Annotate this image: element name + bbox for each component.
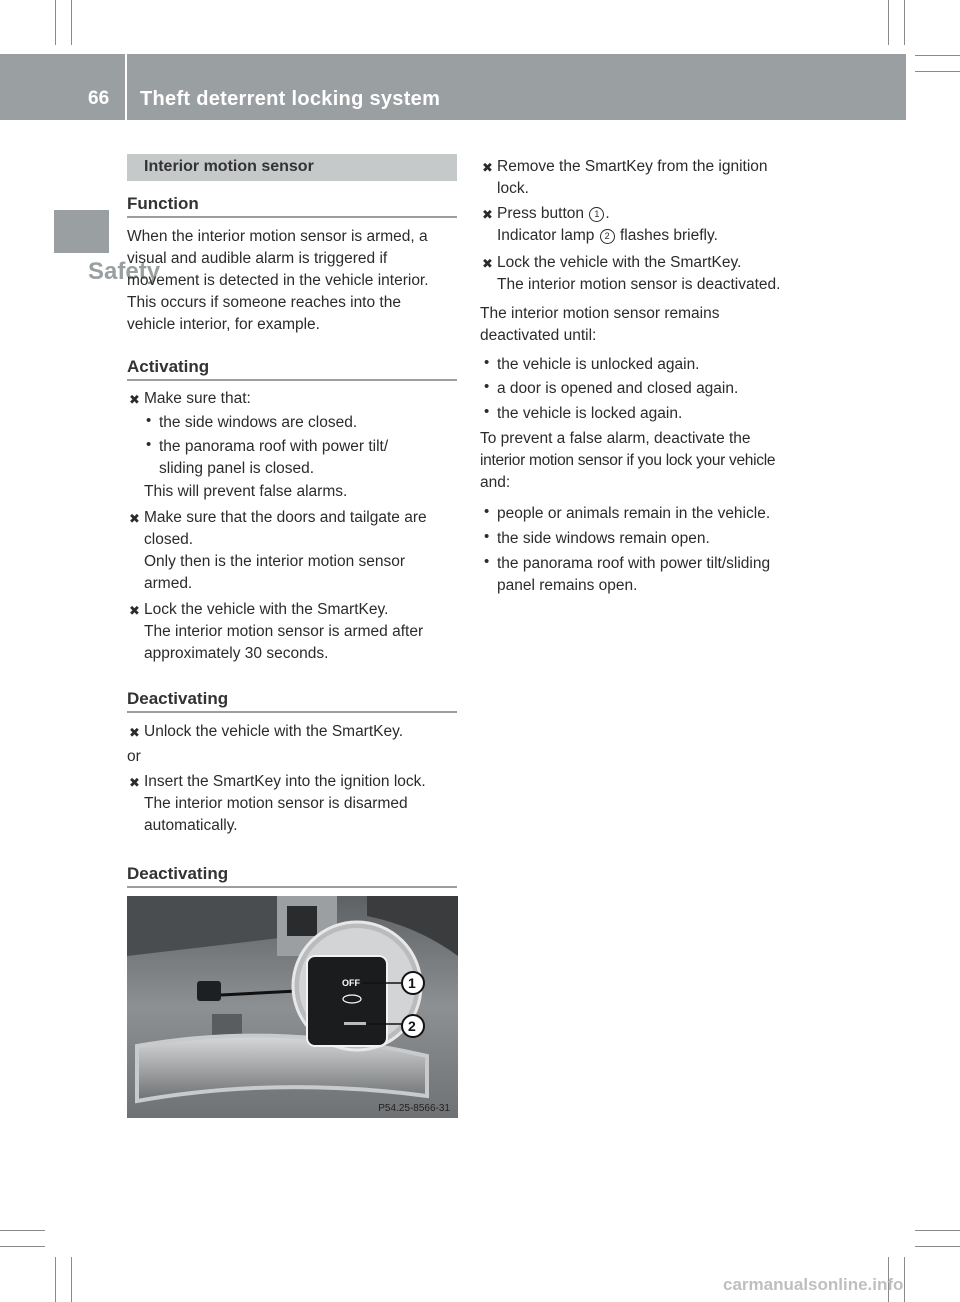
bullet-icon: • (484, 528, 490, 545)
body-line: movement is detected in the vehicle interior. (127, 272, 429, 289)
body-line: vehicle interior, for example. (127, 316, 320, 333)
step-text: closed. (144, 531, 194, 548)
bullet-icon: • (484, 378, 490, 395)
body-line: visual and audible alarm is triggered if (127, 250, 388, 267)
bullet-icon: • (146, 412, 152, 429)
step-arrow-icon: ✖ (129, 511, 140, 526)
footer-watermark: carmanualsonline.info (723, 1275, 904, 1294)
crop-mark (915, 55, 960, 56)
heading-deactivating-2: Deactivating (127, 864, 229, 883)
header-separator (125, 54, 127, 120)
step-arrow-icon: ✖ (482, 207, 493, 222)
step-text: Remove the SmartKey from the ignition (497, 158, 768, 175)
step-arrow-icon: ✖ (129, 603, 140, 618)
step-text: armed. (144, 575, 193, 592)
step-text-part: . (605, 205, 610, 222)
button-off-label: OFF (342, 978, 360, 988)
body-line: When the interior motion sensor is armed, a (127, 228, 428, 245)
crop-mark (904, 0, 905, 45)
step-arrow-icon: ✖ (129, 775, 140, 790)
heading-rule (127, 711, 457, 713)
crop-mark (904, 1257, 905, 1302)
bullet-text: the vehicle is unlocked again. (497, 356, 700, 373)
page-number: 66 (88, 88, 110, 109)
heading-rule (127, 379, 457, 381)
bullet-text: the side windows remain open. (497, 530, 710, 547)
overhead-console-illustration (127, 896, 458, 1118)
crop-mark (0, 1246, 45, 1247)
step-text: automatically. (144, 817, 238, 834)
bullet-icon: • (484, 503, 490, 520)
step-text: Only then is the interior motion sensor (144, 553, 406, 570)
step-text-part: Press button (497, 205, 585, 222)
interior-sensor-photo (127, 896, 458, 1118)
step-text-part: Indicator lamp (497, 227, 595, 244)
or-text: or (127, 748, 141, 765)
body-line: and: (480, 474, 511, 491)
body-line: This occurs if someone reaches into the (127, 294, 401, 311)
bullet-text: the panorama roof with power tilt/sliding (497, 555, 771, 572)
crop-mark (0, 1230, 45, 1231)
page-title: Theft deterrent locking system (140, 88, 441, 110)
step-arrow-icon: ✖ (129, 725, 140, 740)
crop-mark (71, 1257, 72, 1302)
bullet-text: the side windows are closed. (159, 414, 358, 431)
heading-activating: Activating (127, 357, 210, 376)
bullet-text: the panorama roof with power tilt/ (159, 438, 389, 455)
crop-mark (55, 0, 56, 45)
step-note: This will prevent false alarms. (144, 483, 348, 500)
body-line: deactivated until: (480, 327, 597, 344)
heading-rule (127, 216, 457, 218)
bullet-text: people or animals remain in the vehicle. (497, 505, 771, 522)
step-text: approximately 30 seconds. (144, 645, 329, 662)
crop-mark (915, 1230, 960, 1231)
side-tab-label: Safety (88, 258, 161, 285)
heading-rule (127, 886, 457, 888)
step-arrow-icon: ✖ (482, 256, 493, 271)
bullet-text: sliding panel is closed. (159, 460, 315, 477)
step-arrow-icon: ✖ (482, 160, 493, 175)
callout-1: 1 (408, 975, 416, 991)
crop-mark (55, 1257, 56, 1302)
crop-mark (888, 0, 889, 45)
step-text: Make sure that: (144, 390, 251, 407)
bullet-text: a door is opened and closed again. (497, 380, 739, 397)
crop-mark (71, 0, 72, 45)
step-text-part: flashes briefly. (619, 227, 718, 244)
step-text: Make sure that the doors and tailgate are (144, 509, 427, 526)
step-arrow-icon: ✖ (129, 392, 140, 407)
step-text: Lock the vehicle with the SmartKey. (497, 254, 742, 271)
step-text: Lock the vehicle with the SmartKey. (144, 601, 389, 618)
side-tab-marker (54, 210, 109, 253)
step-text: Unlock the vehicle with the SmartKey. (144, 723, 404, 740)
step-text: The interior motion sensor is armed after (144, 623, 424, 640)
bullet-icon: • (146, 436, 152, 453)
step-text: The interior motion sensor is deactivated. (497, 276, 781, 293)
header-band (0, 54, 906, 120)
bullet-text: the vehicle is locked again. (497, 405, 683, 422)
bullet-icon: • (484, 354, 490, 371)
heading-function: Function (127, 194, 199, 213)
bullet-icon: • (484, 403, 490, 420)
step-text (497, 225, 718, 248)
body-line: To prevent a false alarm, deactivate the (480, 430, 751, 447)
callout-ref-2: 2 (600, 229, 615, 244)
body-line: The interior motion sensor remains (480, 305, 720, 322)
bullet-text: panel remains open. (497, 577, 638, 594)
step-text: The interior motion sensor is disarmed (144, 795, 408, 812)
bullet-icon: • (484, 553, 490, 570)
callout-ref-1: 1 (589, 207, 604, 222)
step-text: Insert the SmartKey into the ignition lock. (144, 773, 426, 790)
heading-deactivating: Deactivating (127, 689, 229, 708)
section-title: Interior motion sensor (144, 158, 314, 175)
callout-2: 2 (408, 1018, 416, 1034)
body-line: interior motion sensor if you lock your vehicle (480, 452, 776, 469)
section-title-bar (127, 154, 457, 181)
step-text (497, 203, 610, 226)
crop-mark (915, 71, 960, 72)
figure-code: P54.25-8566-31 (378, 1103, 450, 1114)
crop-mark (915, 1246, 960, 1247)
step-text: lock. (497, 180, 529, 197)
